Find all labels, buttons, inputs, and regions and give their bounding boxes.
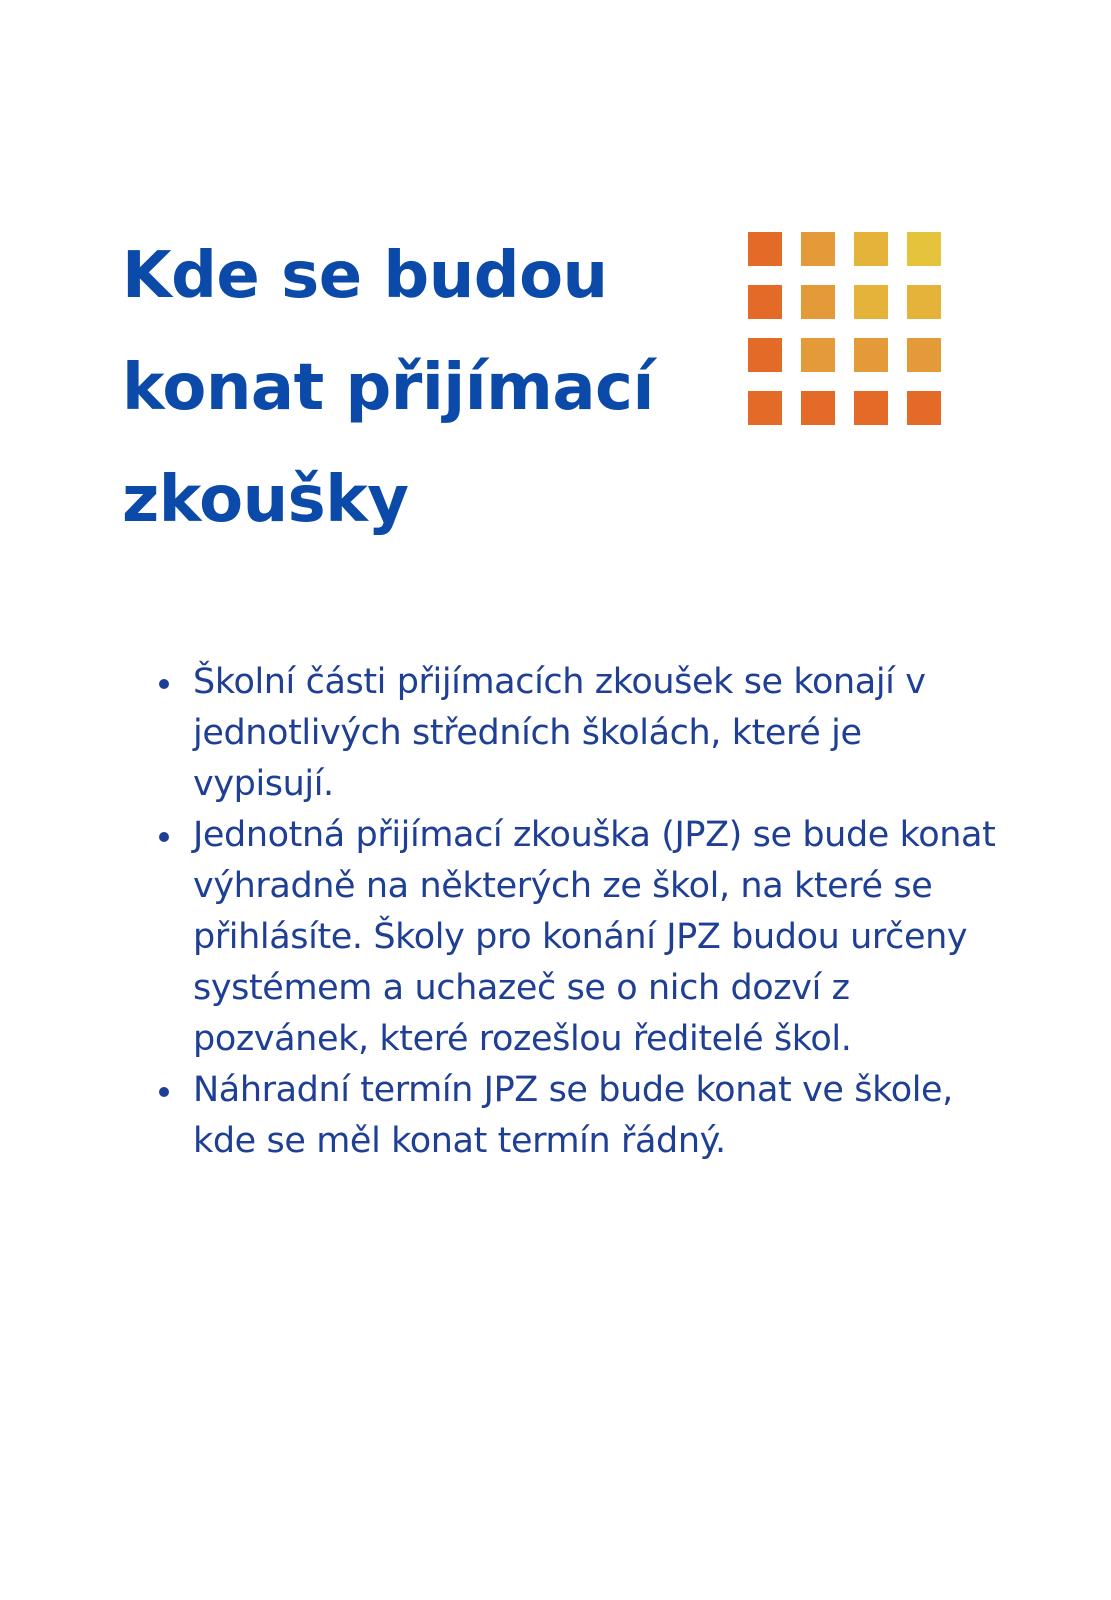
bullet-icon (159, 832, 169, 842)
logo-square (801, 232, 835, 266)
logo-square (907, 391, 941, 425)
square-grid-logo (748, 232, 948, 432)
list-item (155, 810, 1005, 1065)
bullet-text: Jednotná přijímací zkouška (JPZ) se bude konat výhradně na některých ze škol, na které se přihlásíte. Školy pro konání JPZ budou určeny systémem a uchazeč se o nich dozví z pozvánek, které rozešlou ředitelé škol. (193, 815, 996, 1059)
logo-square (854, 232, 888, 266)
logo-square (748, 232, 782, 266)
logo-square (907, 232, 941, 266)
logo-square (854, 391, 888, 425)
logo-square (854, 285, 888, 319)
bullet-icon (159, 679, 169, 689)
logo-square (854, 338, 888, 372)
logo-square (907, 338, 941, 372)
title-line-2: konat přijímací (122, 351, 654, 425)
logo-square (801, 338, 835, 372)
list-item (155, 1065, 1005, 1167)
slide-title (122, 220, 722, 556)
bullet-text: Náhradní termín JPZ se bude konat ve škole, kde se měl konat termín řádný. (193, 1070, 953, 1161)
list-item (155, 657, 1005, 810)
bullet-text: Školní části přijímacích zkoušek se konají v jednotlivých středních školách, které je vypisují. (193, 662, 926, 804)
logo-square (748, 285, 782, 319)
logo-square (748, 391, 782, 425)
logo-square (748, 338, 782, 372)
title-line-1: Kde se budou (122, 239, 608, 313)
bullet-icon (159, 1087, 169, 1097)
title-line-3: zkoušky (122, 463, 409, 537)
logo-square (801, 285, 835, 319)
logo-square (801, 391, 835, 425)
bullet-list (155, 657, 1005, 1167)
logo-square (907, 285, 941, 319)
